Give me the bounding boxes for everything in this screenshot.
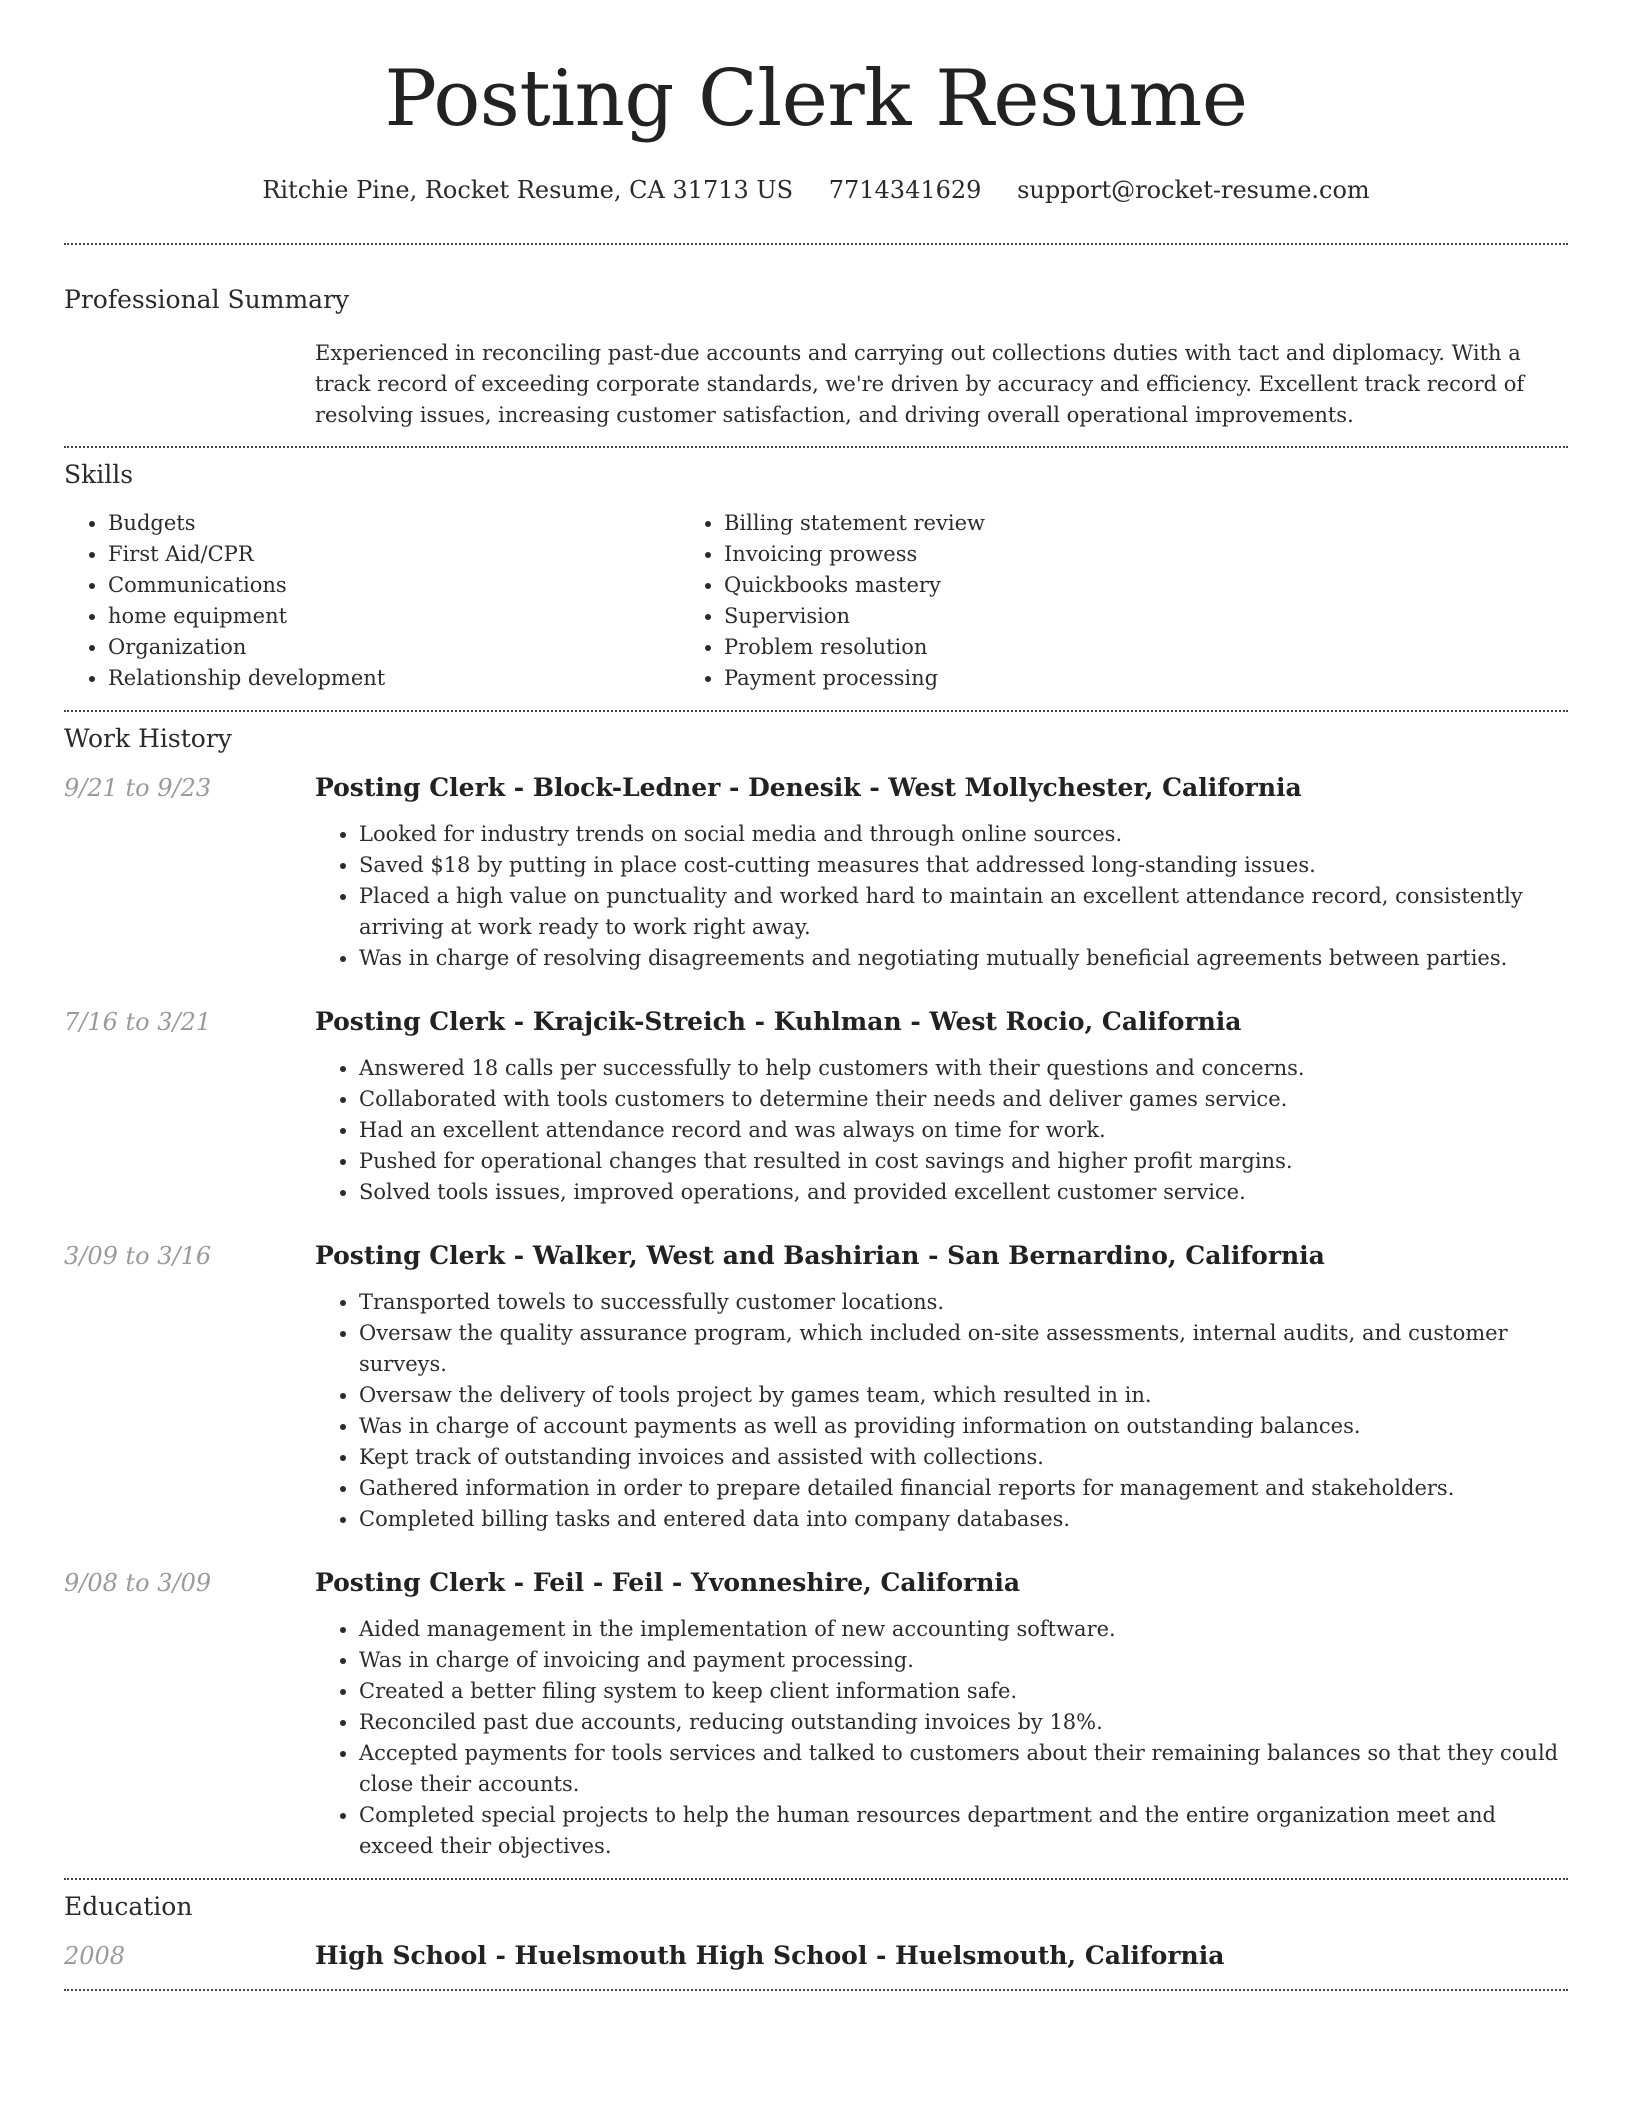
job-dates: 9/21 to 9/23	[64, 773, 212, 802]
skill-item: • Relationship development	[108, 663, 680, 694]
skills-column-right	[680, 508, 1296, 694]
job-bullet: • Completed billing tasks and entered data into company databases.	[359, 1504, 1568, 1535]
divider	[64, 710, 1568, 712]
job-title: Posting Clerk - Walker, West and Bashirian - San Bernardino, California	[315, 1240, 1325, 1270]
job-title: Posting Clerk - Block-Ledner - Denesik - West Mollychester, California	[315, 772, 1302, 802]
job-dates: 9/08 to 3/09	[64, 1568, 212, 1597]
contact-line	[64, 176, 1568, 205]
job-bullet: • Gathered information in order to prepare detailed financial reports for management and stakeholders.	[359, 1473, 1568, 1504]
job-bullet: • Collaborated with tools customers to determine their needs and deliver games service.	[359, 1084, 1568, 1115]
job-bullet: • Placed a high value on punctuality and worked hard to maintain an excellent attendance record, consistently arriving at work ready to work right away.	[359, 881, 1568, 943]
job-bullet: • Reconciled past due accounts, reducing outstanding invoices by 18%.	[359, 1707, 1568, 1738]
job-bullet: • Looked for industry trends on social media and through online sources.	[359, 819, 1568, 850]
job-bullets	[315, 1053, 1568, 1208]
skills-column-left	[64, 508, 680, 694]
contact-address: Ritchie Pine, Rocket Resume, CA 31713 US	[262, 176, 794, 204]
resume-title: Posting Clerk Resume	[384, 54, 1248, 144]
job-entry	[64, 1568, 1568, 1862]
skill-item: • Problem resolution	[724, 632, 1296, 663]
skill-item: • Quickbooks mastery	[724, 570, 1296, 601]
contact-email: support@rocket-resume.com	[1017, 176, 1370, 204]
job-bullet: • Transported towels to successfully customer locations.	[359, 1287, 1568, 1318]
divider	[64, 243, 1568, 245]
job-bullet: • Was in charge of invoicing and payment processing.	[359, 1645, 1568, 1676]
job-bullet: • Answered 18 calls per successfully to help customers with their questions and concerns.	[359, 1053, 1568, 1084]
skill-item: • Invoicing prowess	[724, 539, 1296, 570]
job-bullet: • Was in charge of account payments as well as providing information on outstanding balances.	[359, 1411, 1568, 1442]
job-dates: 3/09 to 3/16	[64, 1241, 212, 1270]
education-heading: Education	[64, 1891, 193, 1921]
skill-item: • Organization	[108, 632, 680, 663]
skill-item: • Billing statement review	[724, 508, 1296, 539]
skill-item: • Payment processing	[724, 663, 1296, 694]
job-bullet: • Had an excellent attendance record and was always on time for work.	[359, 1115, 1568, 1146]
job-bullet: • Saved $18 by putting in place cost-cutting measures that addressed long-standing issues.	[359, 850, 1568, 881]
divider	[64, 1878, 1568, 1880]
job-bullet: • Was in charge of resolving disagreements and negotiating mutually beneficial agreements between parties.	[359, 943, 1568, 974]
work-heading: Work History	[64, 723, 232, 753]
job-bullets	[315, 1287, 1568, 1535]
divider	[64, 1989, 1568, 1991]
job-bullets	[315, 1614, 1568, 1862]
divider	[64, 446, 1568, 448]
job-title: Posting Clerk - Feil - Feil - Yvonneshire, California	[315, 1567, 1021, 1597]
job-bullet: • Oversaw the delivery of tools project by games team, which resulted in in.	[359, 1380, 1568, 1411]
job-bullet: • Accepted payments for tools services and talked to customers about their remaining balances so that they could close their accounts.	[359, 1738, 1568, 1800]
job-bullet: • Pushed for operational changes that resulted in cost savings and higher profit margins.	[359, 1146, 1568, 1177]
skills-heading: Skills	[64, 459, 134, 489]
job-entry	[64, 1007, 1568, 1208]
contact-phone: 7714341629	[828, 176, 982, 204]
skill-item: • Communications	[108, 570, 680, 601]
skill-item: • home equipment	[108, 601, 680, 632]
education-title: High School - Huelsmouth High School - Huelsmouth, California	[315, 1940, 1225, 1970]
job-bullet: • Oversaw the quality assurance program, which included on-site assessments, internal audits, and customer surveys.	[359, 1318, 1568, 1380]
job-entry	[64, 773, 1568, 974]
job-bullet: • Created a better filing system to keep client information safe.	[359, 1676, 1568, 1707]
job-bullet: • Completed special projects to help the human resources department and the entire organization meet and exceed their objectives.	[359, 1800, 1568, 1862]
skill-item: • Budgets	[108, 508, 680, 539]
summary-heading: Professional Summary	[64, 284, 350, 314]
job-bullet: • Aided management in the implementation of new accounting software.	[359, 1614, 1568, 1645]
job-bullet: • Solved tools issues, improved operations, and provided excellent customer service.	[359, 1177, 1568, 1208]
education-year: 2008	[64, 1941, 126, 1970]
summary-text: Experienced in reconciling past-due accounts and carrying out collections duties with tact and diplomacy. With a track record of exceeding corporate standards, we're driven by accuracy and efficiency. Excellent track record of resolving issues, increasing customer satisfaction, and driving overall operational improvements.	[315, 340, 1525, 427]
job-title: Posting Clerk - Krajcik-Streich - Kuhlman - West Rocio, California	[315, 1006, 1242, 1036]
skills-list	[64, 508, 1568, 694]
job-bullets	[315, 819, 1568, 974]
job-dates: 7/16 to 3/21	[64, 1007, 212, 1036]
job-bullet: • Kept track of outstanding invoices and assisted with collections.	[359, 1442, 1568, 1473]
skill-item: • First Aid/CPR	[108, 539, 680, 570]
job-entry	[64, 1241, 1568, 1535]
education-entry	[64, 1941, 1568, 1971]
skill-item: • Supervision	[724, 601, 1296, 632]
